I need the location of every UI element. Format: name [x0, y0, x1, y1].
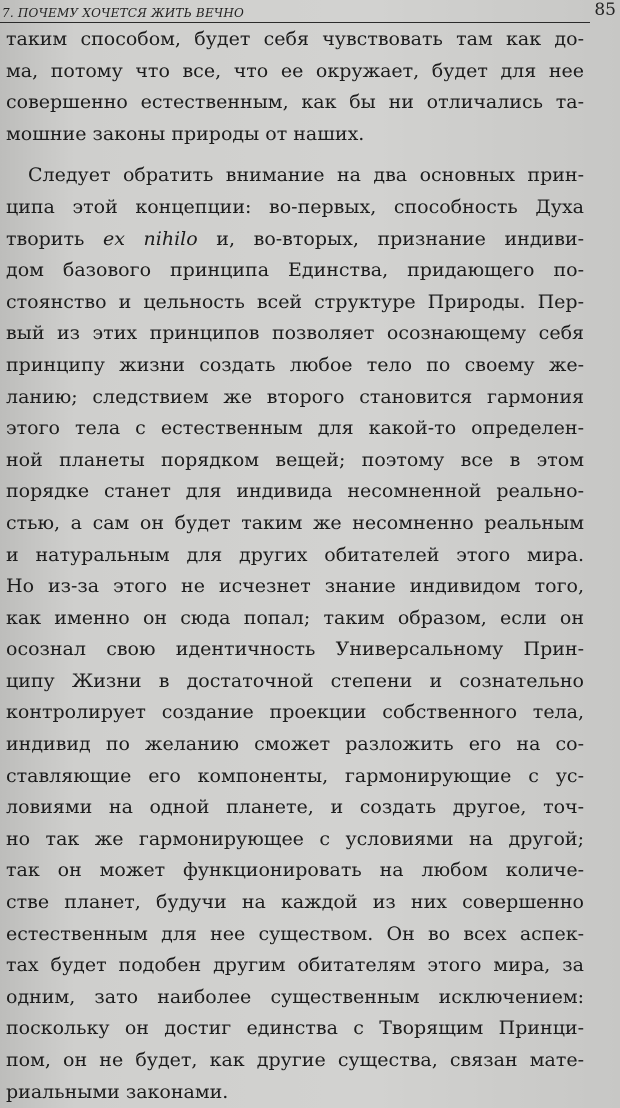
text-line: таким способом, будет себя чувствовать там как до- [6, 28, 584, 50]
text-line: Но из-за этого не исчезнет знание индивидом того, [6, 575, 584, 598]
text-line: ставляющие его компоненты, гармонирующие с ус- [6, 764, 584, 787]
running-header [0, 2, 620, 24]
text-line: одним, зато наиболее существенным исключением: [6, 985, 584, 1008]
body-text [6, 24, 584, 1108]
text-line: индивид по желанию сможет разложить его на со- [6, 733, 584, 756]
text-line: стве планет, будучи на каждой из них совершенно [6, 891, 584, 914]
text-line: ципа этой концепции: во-первых, способность Духа [6, 195, 584, 218]
text-line: ма, потому что все, что ее окружает, будет для нее [6, 59, 584, 82]
text-line: вый из этих принципов позволяет осознающему себя [6, 322, 584, 345]
text-line: совершенно естественным, как бы ни отличались та- [6, 91, 584, 114]
page-number: 85 [594, 0, 616, 20]
latin-phrase: ex nihilo [102, 227, 198, 250]
text-line: как именно он сюда попал; таким образом, если он [6, 606, 584, 629]
text-line: творить ex nihilo и, во-вторых, признание индиви- [6, 227, 584, 250]
text-line: так он может функционировать на любом количе- [6, 859, 584, 882]
text-line: контролирует создание проекции собственного тела, [6, 701, 584, 724]
text-line: но так же гармонирующее с условиями на другой; [6, 827, 584, 850]
text-line: порядке станет для индивида несомненной реально- [6, 480, 584, 503]
text-line: тах будет подобен другим обитателям этого мира, за [6, 954, 584, 977]
text-line: и натуральным для других обитателей этого мира. [6, 543, 584, 566]
text-line: ципу Жизни в достаточной степени и сознательно [6, 669, 584, 692]
text-line: ланию; следствием же второго становится гармония [6, 385, 584, 408]
text-line: осознал свою идентичность Универсальному Прин- [6, 638, 584, 661]
text-line: риальными законами. [6, 1080, 229, 1103]
text-line: Следует обратить внимание на два основных прин- [28, 164, 584, 187]
running-title: 7. ПОЧЕМУ ХОЧЕТСЯ ЖИТЬ ВЕЧНО [2, 6, 245, 20]
text-line: естественным для нее существом. Он во всех аспек- [6, 922, 584, 945]
text-line: пом, он не будет, как другие существа, связан мате- [6, 1049, 584, 1071]
text-line: поскольку он достиг единства с Творящим Принци- [6, 1017, 584, 1040]
header-rule [0, 22, 590, 23]
text-line: ловиями на одной планете, и создать другое, точ- [6, 796, 584, 819]
text-line: этого тела с естественным для какой-то определен- [6, 417, 584, 440]
text-line: мошние законы природы от наших. [6, 122, 365, 145]
text-line: стоянство и цельность всей структуре Природы. Пер- [6, 290, 584, 313]
text-line: принципу жизни создать любое тело по своему же- [6, 353, 584, 376]
text-line: дом базового принципа Единства, придающего по- [6, 259, 584, 282]
text-line: стью, а сам он будет таким же несомненно реальным [6, 511, 584, 534]
text-line: ной планеты порядком вещей; поэтому все в этом [6, 448, 584, 471]
